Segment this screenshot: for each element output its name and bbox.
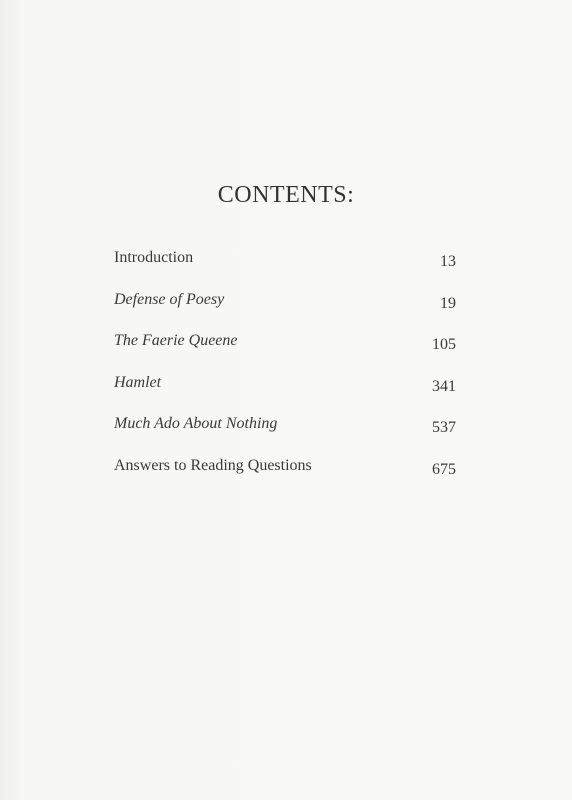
toc-entry-title: Much Ado About Nothing bbox=[114, 415, 278, 433]
contents-heading: CONTENTS: bbox=[217, 182, 355, 208]
toc-entry-title: Introduction bbox=[114, 249, 194, 266]
toc-entry-answers bbox=[114, 454, 460, 496]
toc-entry-much-ado bbox=[114, 412, 460, 454]
toc-entry-hamlet bbox=[114, 371, 460, 413]
toc-entry-page-number: 105 bbox=[432, 336, 456, 354]
toc-entry-page-number: 537 bbox=[432, 419, 456, 437]
toc-entry-title: The Faerie Queene bbox=[114, 332, 238, 350]
toc-entry-defense-of-poesy bbox=[114, 288, 460, 330]
toc-entry-title: Defense of Poesy bbox=[114, 290, 225, 308]
toc-entry-title: Answers to Reading Questions bbox=[114, 456, 312, 474]
toc-entry-title: Hamlet bbox=[114, 373, 162, 391]
toc-entry-faerie-queene bbox=[114, 329, 460, 371]
toc-entry-introduction bbox=[114, 246, 460, 288]
toc-entry-page-number: 675 bbox=[432, 460, 456, 478]
toc-entry-page-number: 19 bbox=[440, 294, 456, 312]
toc-entry-page-number: 341 bbox=[432, 377, 456, 395]
table-of-contents bbox=[114, 246, 460, 496]
toc-entry-page-number: 13 bbox=[440, 253, 456, 270]
